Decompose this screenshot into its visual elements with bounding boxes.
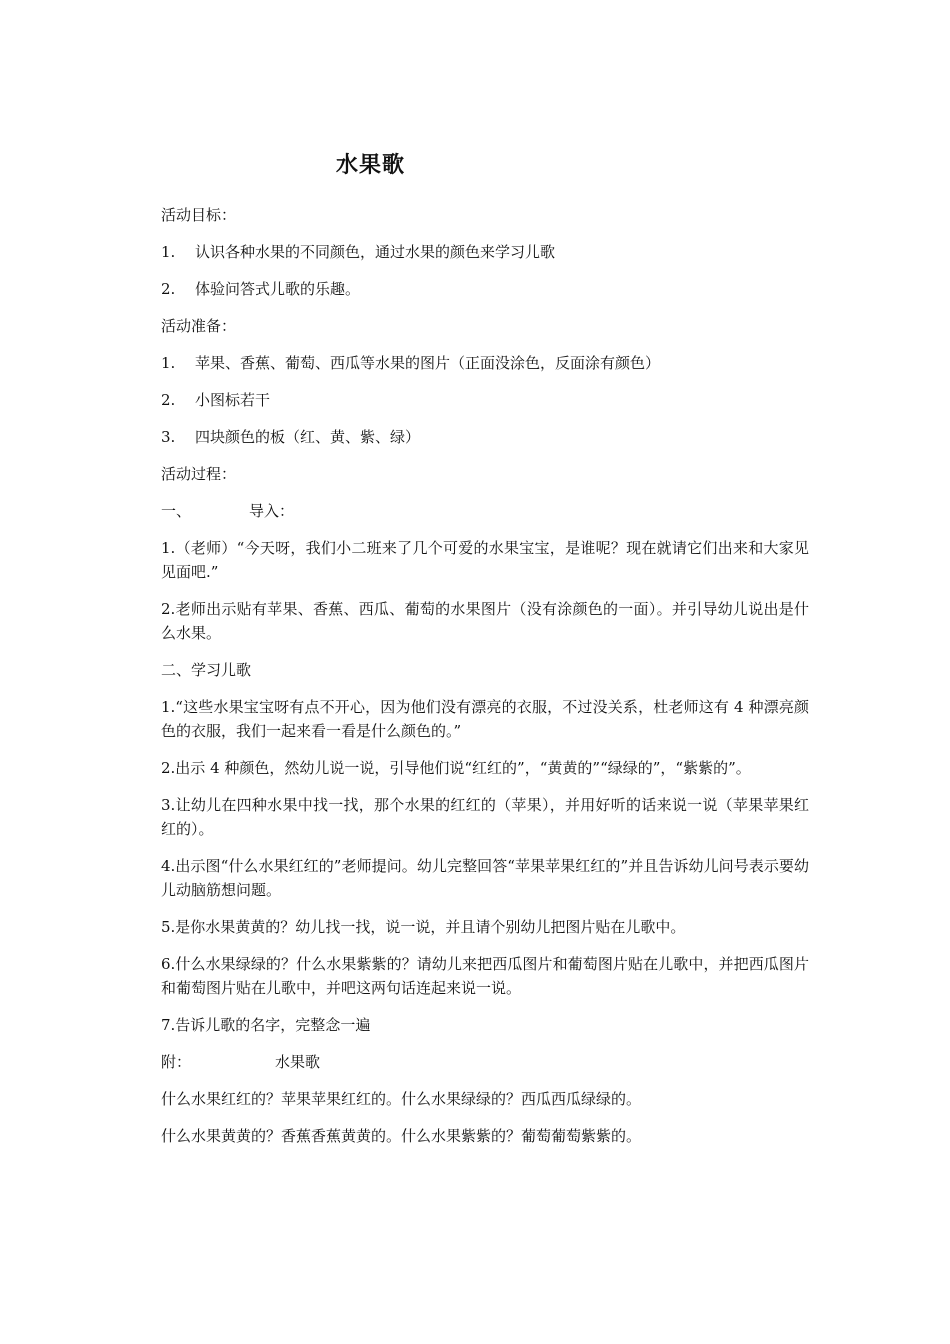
section-2-item-5: 5.是你水果黄黄的？幼儿找一找，说一说，并且请个别幼儿把图片贴在儿歌中。 [161,918,686,936]
section-1-item-1: 1.（老师）“今天呀，我们小二班来了几个可爱的水果宝宝，是谁呢？现在就请它们出来和大家见见面吧.” [161,539,809,581]
prep-item-2 [161,388,809,412]
section-1-text: 导入： [249,502,295,520]
goal-item-1 [161,240,809,264]
appendix-heading [161,1050,809,1074]
song-line-1: 什么水果红红的？苹果苹果红红的。什么水果绿绿的？西瓜西瓜绿绿的。 [161,1090,642,1108]
section-2-item-7: 7.告诉儿歌的名字，完整念一遍 [161,1016,371,1034]
prep-text: 四块颜色的板（红、黄、紫、绿） [195,428,421,446]
goal-number: 1. [161,243,176,261]
prep-number: 1. [161,354,176,372]
goal-number: 2. [161,280,176,298]
goal-text: 体验问答式儿歌的乐趣。 [195,280,361,298]
section-2-item-4: 4.出示图“什么水果红红的”老师提问。幼儿完整回答“苹果苹果红红的”并且告诉幼儿问号表示要幼儿动脑筋想问题。 [161,857,809,899]
prep-text: 小图标若干 [195,391,271,409]
process-heading: 活动过程： [161,465,237,483]
prep-item-1 [161,351,809,375]
song-line-2: 什么水果黄黄的？香蕉香蕉黄黄的。什么水果紫紫的？葡萄葡萄紫紫的。 [161,1127,642,1145]
goal-text: 认识各种水果的不同颜色，通过水果的颜色来学习儿歌 [195,243,556,261]
document-title: 水果歌 [336,153,406,178]
prep-item-3 [161,425,809,449]
section-2-item-3: 3.让幼儿在四种水果中找一找，那个水果的红红的（苹果），并用好听的话来说一说（苹果苹果红红的）。 [161,796,809,838]
section-2-heading: 二、学习儿歌 [161,661,252,679]
document-body [161,203,809,1161]
section-1-item-2: 2.老师出示贴有苹果、香蕉、西瓜、葡萄的水果图片（没有涂颜色的一面）。并引导幼儿说出是什么水果。 [161,600,809,642]
appendix-title: 水果歌 [275,1053,321,1071]
section-2-item-2: 2.出示 4 种颜色，然幼儿说一说，引导他们说“红红的”，“黄黄的”“绿绿的”，“紫紫的”。 [161,759,751,777]
prep-number: 2. [161,391,176,409]
prep-number: 3. [161,428,176,446]
section-1-heading [161,499,809,523]
appendix-label: 附： [161,1053,192,1071]
goal-item-2 [161,277,809,301]
goals-heading: 活动目标： [161,206,237,224]
section-1-number: 一、 [161,502,192,520]
section-2-item-6: 6.什么水果绿绿的？什么水果紫紫的？请幼儿来把西瓜图片和葡萄图片贴在儿歌中，并把西瓜图片和葡萄图片贴在儿歌中，并吧这两句话连起来说一说。 [161,955,809,997]
section-2-item-1: 1.“这些水果宝宝呀有点不开心，因为他们没有漂亮的衣服，不过没关系，杜老师这有 4 种漂亮颜色的衣服，我们一起来看一看是什么颜色的。” [161,698,809,740]
prep-text: 苹果、香蕉、葡萄、西瓜等水果的图片（正面没涂色，反面涂有颜色） [195,354,661,372]
prep-heading: 活动准备： [161,317,237,335]
